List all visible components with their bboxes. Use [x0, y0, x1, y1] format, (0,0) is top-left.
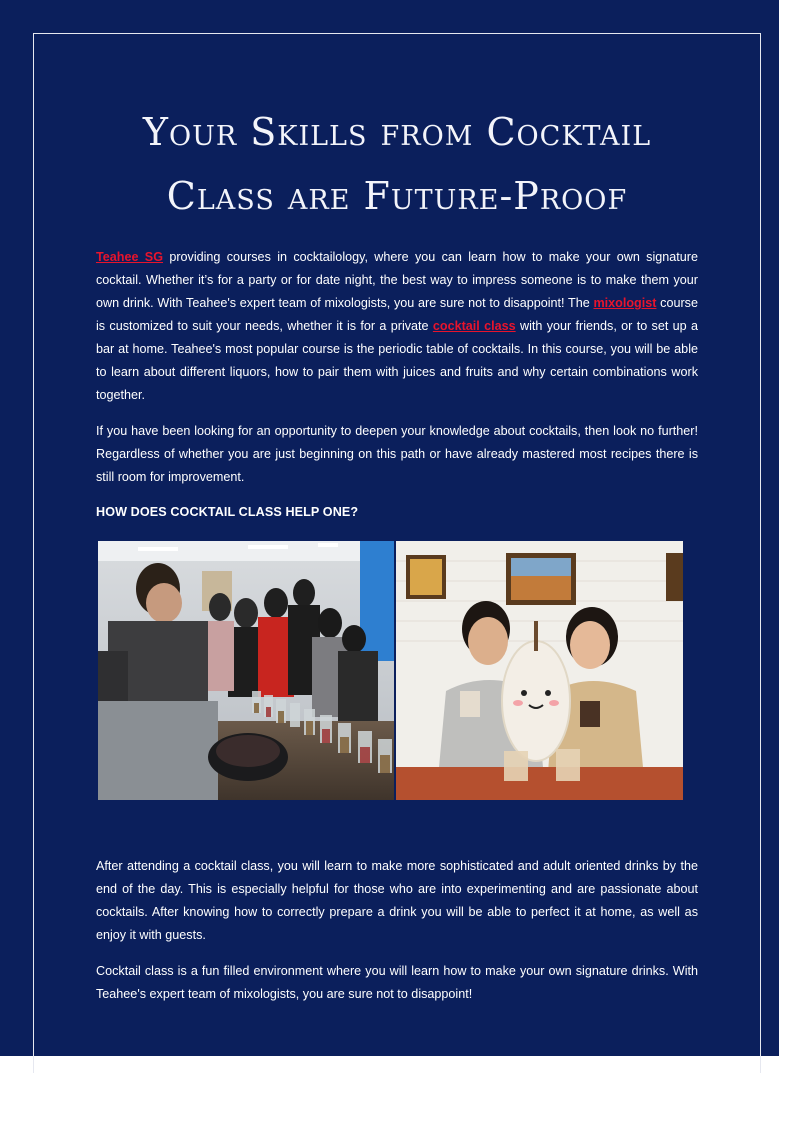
second-paragraph: If you have been looking for an opportunity to deepen your knowledge about cocktails, then look no further! Regardless of whether you are just beginning on this path or have already mastered most recipes there is still room for improvement. — [96, 424, 698, 484]
boba-cafe-photo — [396, 541, 683, 800]
teahee-sg-link[interactable]: Teahee SG — [96, 250, 163, 264]
mixologist-link[interactable]: mixologist — [593, 296, 657, 310]
title-line-1: Your Skills from Cocktail — [142, 110, 652, 154]
third-paragraph: After attending a cocktail class, you will learn to make more sophisticated and adult oriented drinks by the end of the day. This is especially helpful for those who are into experimenting and are passionate about cocktails. After knowing how to correctly prepare a drink you will be able to perfect it at home, as well as enjoy it with guests. — [96, 859, 698, 942]
title-line-2: Class are Future-Proof — [166, 174, 628, 218]
cocktail-class-link[interactable]: cocktail class — [432, 319, 516, 333]
class-group-image — [98, 541, 394, 800]
intro-text-3: with your friends, or to set up a bar at home. Teahee's most popular course is the periodic table of cocktails. In this course, you will be able to learn about different liquors, how to pair them with juices and fruits and why certain combinations work together. — [96, 319, 698, 402]
cocktail-class-photo — [98, 541, 394, 800]
photo-row — [98, 541, 683, 800]
page-title — [96, 100, 698, 228]
intro-paragraph — [96, 246, 698, 407]
main-content — [96, 100, 698, 522]
fourth-paragraph: Cocktail class is a fun filled environment where you will learn how to make your own signature drinks. With Teahee's expert team of mixologists, you are sure not to disappoint! — [96, 964, 698, 1001]
intro-text-1: providing courses in cocktailology, where you can learn how to make your own signature cocktail. Whether it’s for a party or for date night, the best way to impress someone is to make them your own drink. With Teahee's expert team of mixologists, you are sure not to disappoint! The — [96, 250, 698, 310]
lower-content — [96, 855, 698, 1019]
intro-text-2: course is customized to suit your needs, whether it is for a private — [96, 296, 698, 333]
section-heading: HOW DOES COCKTAIL CLASS HELP ONE? — [96, 505, 359, 519]
cafe-couple-image — [396, 541, 683, 800]
